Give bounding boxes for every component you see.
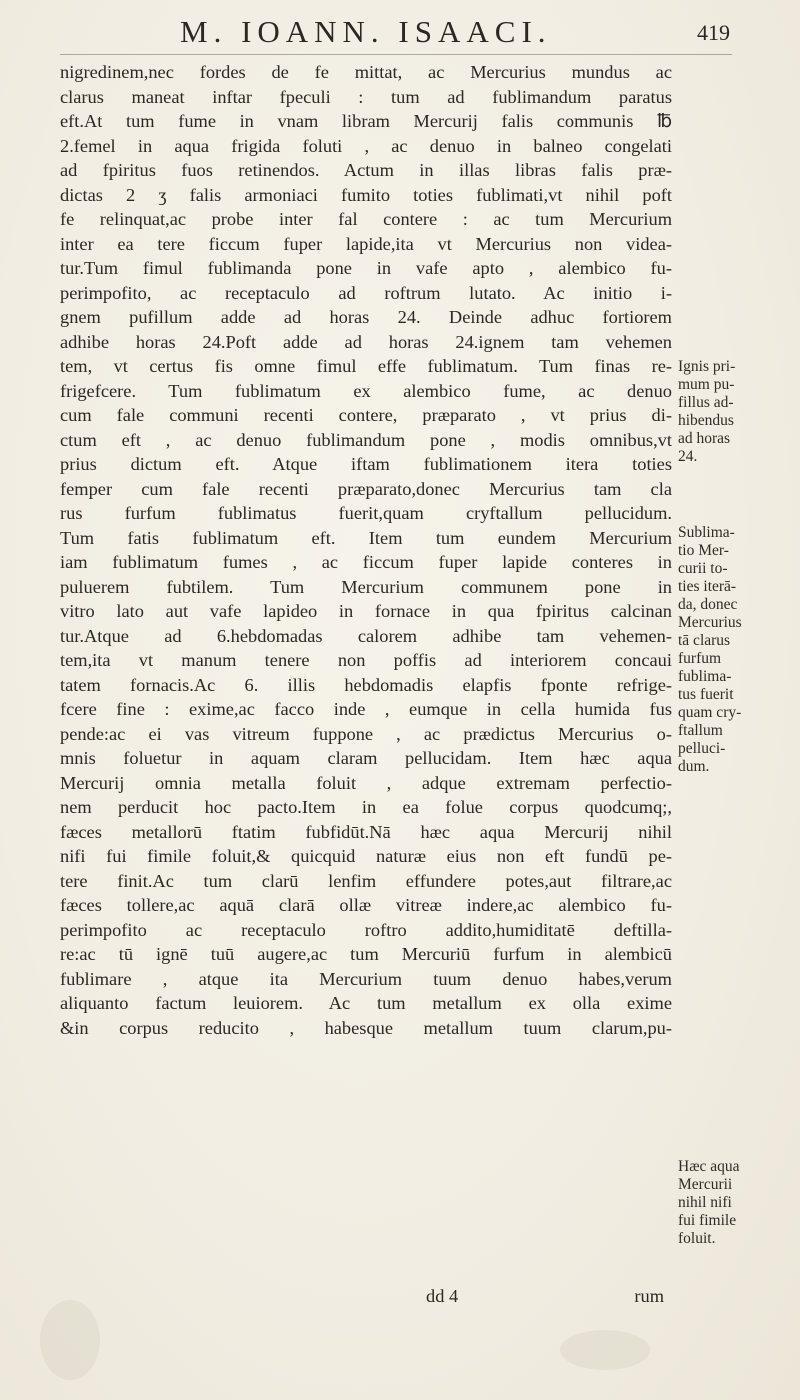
text-line: fcere fine : exime,ac facco inde , eumque in cella humida fus — [60, 699, 672, 719]
text-line: &in corpus reducito , habesque metallum tuum clarum,pu- — [60, 1017, 672, 1038]
text-line: dictas 2 ʒ falis armoniaci fumito toties fublimati,vt nihil poft — [60, 184, 672, 205]
page-number: 419 — [697, 20, 730, 45]
margin-note-line: nihil nifi — [678, 1194, 732, 1211]
margin-note-line: fillus ad- — [678, 394, 734, 411]
text-line: tatem fornacis.Ac 6. illis hebdomadis elapfis fponte refrige- — [60, 674, 672, 695]
margin-note-line: Mercurii — [678, 1176, 733, 1193]
text-line: eft.At tum fume in vnam libram Mercurij falis communis ℔ — [60, 111, 672, 131]
header-rule — [60, 54, 732, 55]
text-line: re:ac tū ignē tuū augere,ac tum Mercuriū furfum in alembicū — [60, 944, 672, 964]
text-line: Mercurij omnia metalla foluit , adque extremam perfectio- — [60, 772, 672, 793]
margin-note-line: fui fimile — [678, 1212, 737, 1229]
text-line: cum fale communi recenti contere, præparato , vt prius di- — [60, 405, 672, 425]
text-line: iam fublimatum fumes , ac ficcum fuper lapide conteres in — [60, 552, 672, 572]
text-line: fublimare , atque ita Mercurium tuum denuo habes,verum — [60, 968, 672, 989]
text-line: clarus maneat inftar fpeculi : tum ad fublimandum paratus — [60, 86, 672, 107]
text-line: rus furfum fublimatus fuerit,quam cryftallum pellucidum. — [60, 503, 672, 523]
text-line: fæces tollere,ac aquā clarā ollæ vitreæ indere,ac alembico fu- — [60, 895, 672, 915]
text-line: tur.Tum fimul fublimanda pone in vafe apto , alembico fu- — [60, 258, 672, 278]
margin-note-line: ftallum — [678, 722, 723, 739]
margin-note-line: furfum — [678, 650, 722, 667]
margin-note-line: Sublima- — [678, 524, 735, 541]
text-line: femper cum fale recenti præparato,donec Mercurius tam cla — [60, 478, 672, 499]
text-line: nigredinem,nec fordes de fe mittat, ac Mercurius mundus ac — [60, 62, 672, 82]
text-line: puluerem fubtilem. Tum Mercurium communem pone in — [60, 576, 672, 597]
margin-note-line: da, donec — [678, 596, 738, 613]
page-header — [60, 14, 730, 54]
paper-stain — [560, 1330, 650, 1370]
text-line: prius dictum eft. Atque iftam fublimationem itera toties — [60, 454, 672, 474]
margin-note-line: Hæc aqua — [678, 1158, 740, 1175]
text-line: fe relinquat,ac probe inter fal contere : ac tum Mercurium — [60, 209, 672, 229]
margin-note-line: quam cry- — [678, 704, 742, 721]
margin-note-line: pelluci- — [678, 740, 726, 757]
margin-note-line: mum pu- — [678, 376, 735, 393]
text-line: vitro lato aut vafe lapideo in fornace in qua fpiritus calcinan — [60, 601, 672, 621]
text-line: pende:ac ei vas vitreum fuppone , ac prædictus Mercurius o- — [60, 723, 672, 744]
margin-note-sublimation — [678, 524, 742, 776]
text-line: adhibe horas 24.Poft adde ad horas 24.ignem tam vehemen — [60, 331, 672, 352]
text-line: Tum fatis fublimatum eft. Item tum eundem Mercurium — [60, 527, 672, 548]
text-line: tem, vt certus fis omne fimul effe fublimatum. Tum finas re- — [60, 356, 672, 376]
margin-note-line: ties iterā- — [678, 578, 737, 595]
margin-note-line: curii to- — [678, 560, 728, 577]
page-footer — [60, 1286, 672, 1310]
text-line: tere finit.Ac tum clarū lenfim effundere potes,aut filtrare,ac — [60, 870, 672, 891]
text-line: inter ea tere ficcum fuper lapide,ita vt Mercurius non videa- — [60, 233, 672, 254]
margin-note-line: tus fuerit — [678, 686, 734, 703]
text-line: tur.Atque ad 6.hebdomadas calorem adhibe tam vehemen- — [60, 625, 672, 646]
text-line: perimpofito, ac receptaculo ad roftrum lutato. Ac initio i- — [60, 282, 672, 303]
margin-note-line: tio Mer- — [678, 542, 729, 559]
paper-stain — [40, 1300, 100, 1380]
margin-note-line: hibendus — [678, 412, 734, 429]
catchword: rum — [634, 1286, 664, 1306]
text-line: aliquanto factum leuiorem. Ac tum metallum ex olla exime — [60, 993, 672, 1013]
text-line: gnem pufillum adde ad horas 24. Deinde adhuc fortiorem — [60, 307, 672, 327]
text-line: ctum eft , ac denuo fublimandum pone , modis omnibus,vt — [60, 429, 672, 450]
margin-note-fire — [678, 358, 735, 466]
margin-note-line: fublima- — [678, 668, 732, 685]
text-line: perimpofito ac receptaculo roftro addito,humiditatē deftilla- — [60, 919, 672, 940]
margin-note-line: foluit. — [678, 1230, 716, 1247]
signature-mark: dd 4 — [426, 1286, 459, 1306]
text-line: fæces metallorū ftatim fubfidūt.Nā hæc aqua Mercurij nihil — [60, 821, 672, 842]
margin-note-line: 24. — [678, 448, 698, 465]
text-line: frigefcere. Tum fublimatum ex alembico fume, ac denuo — [60, 380, 672, 401]
text-line: nem perducit hoc pacto.Item in ea folue corpus quodcumq;, — [60, 797, 672, 817]
margin-note-line: dum. — [678, 758, 710, 775]
margin-note-line: Mercurius — [678, 614, 742, 631]
text-line: tem,ita vt manum tenere non poffis ad interiorem concaui — [60, 650, 672, 670]
margin-note-line: tā clarus — [678, 632, 731, 649]
main-text-block — [60, 60, 672, 1040]
text-line: 2.femel in aqua frigida foluti , ac denuo in balneo congelati — [60, 135, 672, 156]
margin-note-line: Ignis pri- — [678, 358, 736, 375]
text-line: ad fpiritus fuos retinendos. Actum in illas libras falis præ- — [60, 160, 672, 180]
running-title: M. IOANN. ISAACI. — [180, 14, 552, 49]
text-line: mnis foluetur in aquam claram pellucidam. Item hæc aqua — [60, 748, 672, 768]
margin-note-mercury-water — [678, 1158, 740, 1248]
text-line: nifi fui fimile foluit,& quicquid naturæ eius non eft fundū pe- — [60, 846, 672, 866]
margin-note-line: ad horas — [678, 430, 731, 447]
